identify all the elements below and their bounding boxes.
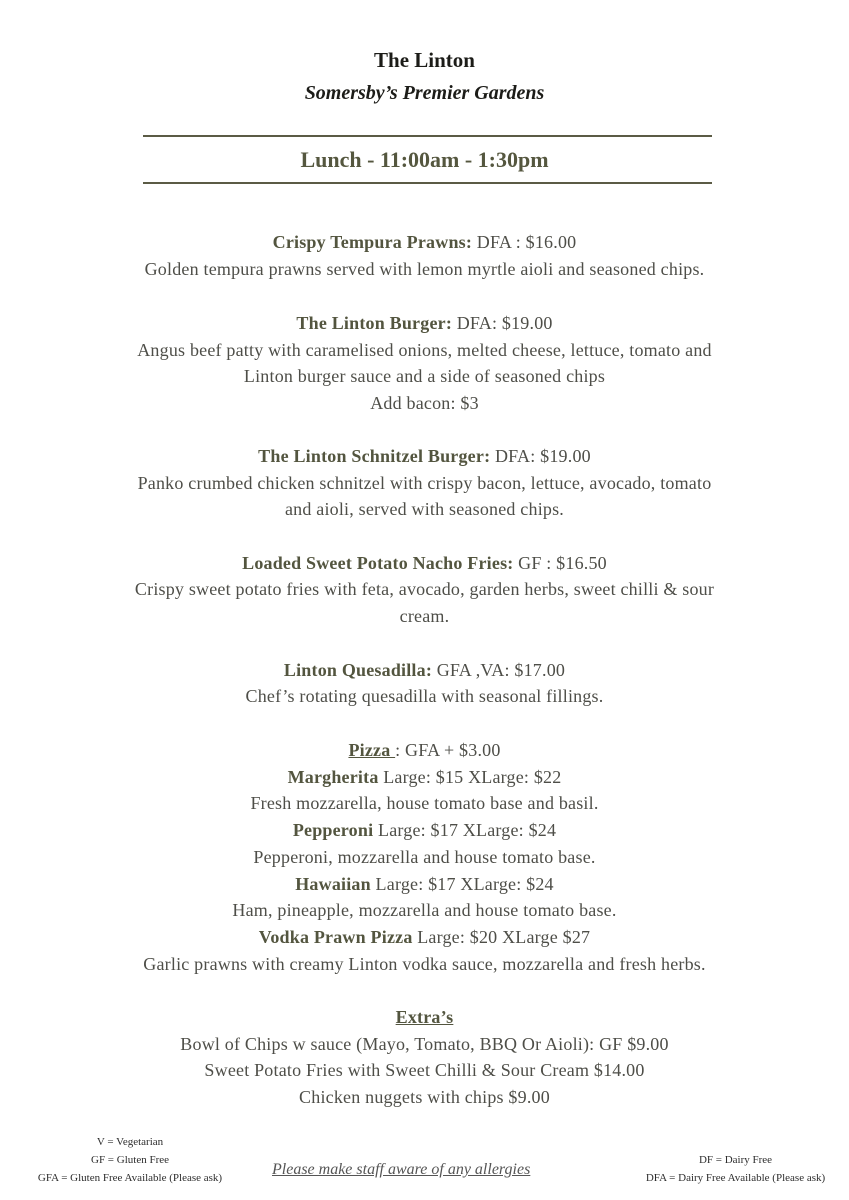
legend-dairy-free-available: DFA = Dairy Free Available (Please ask) [645, 1172, 826, 1184]
menu-item-description: Angus beef patty with caramelised onions, melted cheese, lettuce, tomato and [137, 340, 712, 360]
menu-item-description: cream. [399, 606, 450, 626]
lunch-hours: Lunch - 11:00am - 1:30pm [300, 147, 549, 172]
pizza-price: Large: $20 XLarge $27 [412, 927, 591, 947]
menu-item-detail: DFA: $19.00 [452, 313, 553, 333]
restaurant-subtitle: Somersby’s Premier Gardens [304, 82, 545, 104]
legend-vegetarian: V = Vegetarian [96, 1136, 164, 1148]
pizza-price: Large: $17 XLarge: $24 [370, 874, 554, 894]
pizza-description: Garlic prawns with creamy Linton vodka sauce, mozzarella and fresh herbs. [143, 954, 706, 974]
pizza-item-heading [0, 927, 849, 948]
pizza-item-heading [0, 767, 849, 788]
pizza-name: Hawaiian [295, 874, 371, 894]
menu-item-name: Crispy Tempura Prawns: [272, 232, 473, 252]
legend-gluten-free: GF = Gluten Free [91, 1154, 169, 1166]
extras-item: Sweet Potato Fries with Sweet Chilli & Sour Cream $14.00 [204, 1060, 645, 1080]
menu-item-description: Linton burger sauce and a side of seasoned chips [243, 366, 606, 386]
menu-item-heading [0, 313, 849, 334]
menu-item-heading [0, 446, 849, 467]
menu-item-heading [0, 553, 849, 574]
extras-heading-label: Extra’s [395, 1007, 454, 1027]
menu-item-detail: GF : $16.50 [513, 553, 607, 573]
menu-item-heading [0, 660, 849, 681]
pizza-price: Large: $15 XLarge: $22 [378, 767, 562, 787]
pizza-heading-detail: : GFA + $3.00 [395, 740, 501, 760]
pizza-name: Vodka Prawn Pizza [258, 927, 413, 947]
menu-item-detail: DFA : $16.00 [472, 232, 577, 252]
pizza-price: Large: $17 XLarge: $24 [373, 820, 557, 840]
allergy-note: Please make staff aware of any allergies [272, 1161, 531, 1178]
menu-item-detail: GFA ,VA: $17.00 [432, 660, 566, 680]
menu-item-detail: DFA: $19.00 [490, 446, 591, 466]
divider-bottom [143, 182, 712, 184]
menu-item-description: Golden tempura prawns served with lemon myrtle aioli and seasoned chips. [144, 259, 705, 279]
pizza-item-heading [0, 820, 849, 841]
menu-item-name: Linton Quesadilla: [283, 660, 433, 680]
legend-gluten-free-available: GFA = Gluten Free Available (Please ask) [37, 1172, 223, 1184]
menu-item-addon: Add bacon: $3 [370, 393, 479, 413]
menu-item-description: Panko crumbed chicken schnitzel with crispy bacon, lettuce, avocado, tomato [137, 473, 712, 493]
pizza-description: Fresh mozzarella, house tomato base and basil. [250, 793, 599, 813]
dietary-legend-right [628, 1151, 843, 1187]
menu-item-name: The Linton Burger: [296, 313, 453, 333]
pizza-name: Pepperoni [292, 820, 374, 840]
menu-item-description: Crispy sweet potato fries with feta, avocado, garden herbs, sweet chilli & sour [134, 579, 715, 599]
pizza-description: Pepperoni, mozzarella and house tomato base. [253, 847, 596, 867]
legend-dairy-free: DF = Dairy Free [698, 1154, 773, 1166]
menu-item-description: Chef’s rotating quesadilla with seasonal fillings. [245, 686, 604, 706]
pizza-name: Margherita [287, 767, 379, 787]
menu-item-name: The Linton Schnitzel Burger: [258, 446, 491, 466]
pizza-item-heading [0, 874, 849, 895]
menu-item-name: Loaded Sweet Potato Nacho Fries: [242, 553, 514, 573]
extras-item: Bowl of Chips w sauce (Mayo, Tomato, BBQ Or Aioli): GF $9.00 [180, 1034, 669, 1054]
pizza-description: Ham, pineapple, mozzarella and house tomato base. [232, 900, 617, 920]
extras-heading [0, 1007, 849, 1028]
pizza-heading [0, 740, 849, 761]
menu-item-heading [0, 232, 849, 253]
dietary-legend-left [14, 1133, 246, 1187]
pizza-heading-label: Pizza [348, 740, 396, 760]
extras-item: Chicken nuggets with chips $9.00 [299, 1087, 550, 1107]
divider-top [143, 135, 712, 137]
restaurant-title: The Linton [374, 48, 475, 72]
menu-item-description: and aioli, served with seasoned chips. [284, 499, 565, 519]
